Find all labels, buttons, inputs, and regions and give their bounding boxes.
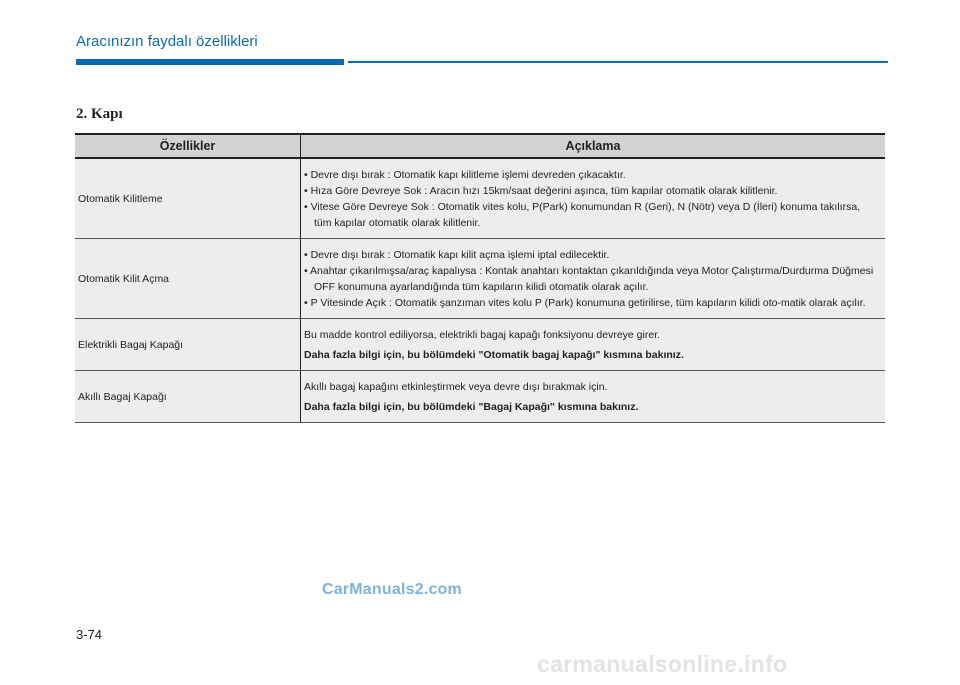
reference-note: Daha fazla bilgi için, bu bölümdeki "Bagaj Kapağı" kısmına bakınız.	[304, 401, 639, 413]
column-header-features: Özellikler	[75, 134, 301, 158]
section-title: Aracınızın faydalı özellikleri	[76, 33, 258, 50]
features-table	[75, 133, 885, 423]
page-number: 3-74	[76, 627, 103, 642]
header-rule-thick	[76, 59, 344, 65]
table-row	[75, 158, 885, 239]
bullet-item: • Hıza Göre Devreye Sok : Aracın hızı 15km/saat değerini aşınca, tüm kapılar otomatik olarak kilitlenir.	[304, 183, 879, 199]
column-header-description: Açıklama	[301, 134, 886, 158]
page-heading: 2. Kapı	[76, 106, 123, 122]
table-header-row	[75, 134, 885, 158]
feature-cell: Akıllı Bagaj Kapağı	[75, 371, 301, 423]
feature-cell: Otomatik Kilit Açma	[75, 239, 301, 319]
table-row	[75, 371, 885, 423]
table-row	[75, 239, 885, 319]
description-text: Akıllı bagaj kapağını etkinleştirmek veya devre dışı bırakmak için.	[304, 381, 608, 393]
bullet-item: • P Vitesinde Açık : Otomatik şanzıman vites kolu P (Park) konumuna getirilirse, tüm kapıların kilidi oto-matik olarak açılır.	[304, 295, 879, 311]
footer-watermark: carmanualsonline.info	[537, 651, 788, 677]
feature-cell: Otomatik Kilitleme	[75, 158, 301, 239]
header-rule-thin	[348, 61, 888, 63]
description-text: Bu madde kontrol ediliyorsa, elektrikli bagaj kapağı fonksiyonu devreye girer.	[304, 329, 661, 341]
description-cell	[301, 319, 886, 371]
description-cell	[301, 158, 886, 239]
site-watermark[interactable]: CarManuals2.com	[322, 581, 462, 598]
bullet-item: • Vitese Göre Devreye Sok : Otomatik vites kolu, P(Park) konumundan R (Geri), N (Nötr) veya D (İleri) konuma takılırsa, tüm kapılar otomatik olarak kilitlenir.	[304, 199, 879, 231]
bullet-list	[304, 247, 879, 311]
bullet-item: • Anahtar çıkarılmışsa/araç kapalıysa : Kontak anahtarı kontaktan çıkarıldığında veya Motor Çalıştırma/Durdurma Düğmesi OFF konumuna ayarlandığında tüm kapıların kilidi otomatik olarak açılır.	[304, 263, 879, 295]
description-cell	[301, 239, 886, 319]
bullet-item: • Devre dışı bırak : Otomatik kapı kilit açma işlemi iptal edilecektir.	[304, 247, 879, 263]
bullet-list	[304, 167, 879, 231]
feature-cell: Elektrikli Bagaj Kapağı	[75, 319, 301, 371]
bullet-item: • Devre dışı bırak : Otomatik kapı kilitleme işlemi devreden çıkacaktır.	[304, 167, 879, 183]
table-row	[75, 319, 885, 371]
description-cell	[301, 371, 886, 423]
reference-note: Daha fazla bilgi için, bu bölümdeki "Otomatik bagaj kapağı" kısmına bakınız.	[304, 349, 684, 361]
